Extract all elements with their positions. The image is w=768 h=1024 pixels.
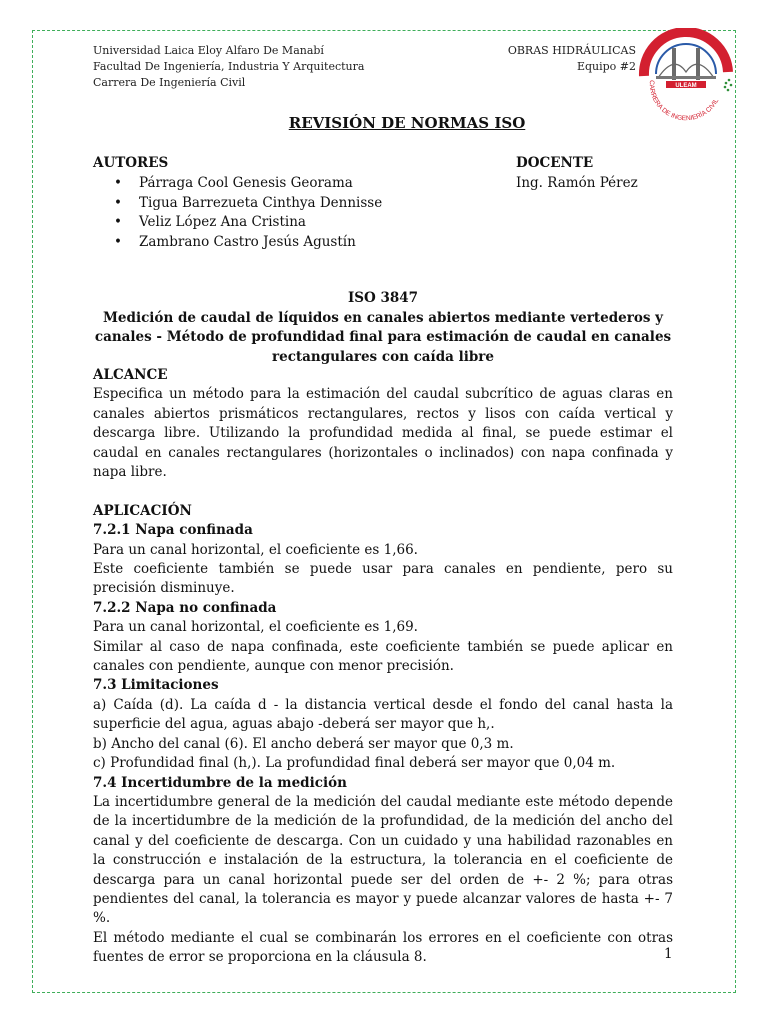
page-number: 1 <box>664 946 673 962</box>
logo-ring-text: CARRERA DE INGENIERÍA CIVIL <box>647 79 721 123</box>
subsection-heading: 7.4 Incertidumbre de la medición <box>93 774 347 791</box>
section-heading: APLICACIÓN <box>93 502 192 519</box>
header-institution <box>93 43 364 91</box>
paragraph: Para un canal horizontal, el coeficiente es 1,66. <box>93 541 418 558</box>
logo-bridge-cables <box>658 64 714 78</box>
list-item: • Párraga Cool Genesis Georama <box>93 174 382 194</box>
bullet-icon: • <box>114 194 122 211</box>
teacher-name: Ing. Ramón Pérez <box>516 175 638 191</box>
header-course <box>470 43 636 75</box>
section-heading: ALCANCE <box>93 367 168 383</box>
paragraph: La incertidumbre general de la medición del caudal mediante este método depende de la incertidumbre de la medición de la profundidad, de la medición del ancho del canal y del coeficiente de descarga. Con un cuidado y una habilidad razonables en la construcción e instalación de la estructura, la tolerancia en el coeficiente de descarga para un canal horizontal puede ser del orden de +- 2 %; para otras pendientes del canal, la tolerancia es mayor y puede alcanzar valores de hasta +- 7 %. <box>93 793 673 927</box>
subsection-heading: 7.2.2 Napa no confinada <box>93 599 277 616</box>
paragraph: Para un canal horizontal, el coeficiente es 1,69. <box>93 619 418 636</box>
iso-title: Medición de caudal de líquidos en canales abiertos mediante vertederos y canales - Método de profundidad final para estimación de caudal en canales rectangulares con caída libre <box>94 309 672 365</box>
paragraph: Especifica un método para la estimación del caudal subcrítico de aguas claras en canales abiertos prismáticos rectangulares, rectos y lisos con caída vertical y descarga libre. Utilizando la profundidad medida al final, se puede estimar el caudal en canales rectangulares (horizontales o inclinados) con napa confinada y napa libre. <box>93 386 673 481</box>
header-university: Universidad Laica Eloy Alfaro De Manabí <box>93 44 324 57</box>
logo-green-dots <box>724 79 733 92</box>
bullet-icon: • <box>114 175 122 191</box>
paragraph: a) Caída (d). La caída d - la distancia vertical desde el fondo del canal hasta la superficie del agua, aguas abajo -deberá ser mayor que h,. <box>93 696 673 733</box>
paragraph: El método mediante el cual se combinarán los errores en el coeficiente con otras fuentes de error se proporciona en la cláusula 8. <box>93 929 673 966</box>
paragraph: Este coeficiente también se puede usar para canales en pendiente, pero su precisión disminuye. <box>93 561 673 597</box>
teacher-label: DOCENTE <box>516 155 594 171</box>
subsection-heading: 7.2.1 Napa confinada <box>93 522 253 539</box>
uleam-logo <box>636 28 736 128</box>
subsection-heading: 7.3 Limitaciones <box>93 677 219 694</box>
iso-heading <box>93 289 673 367</box>
header-faculty: Facultad De Ingeniería, Industria Y Arquitectura <box>93 60 365 73</box>
paragraph: b) Ancho del canal (6). El ancho deberá ser mayor que 0,3 m. <box>93 735 514 752</box>
iso-code: ISO 3847 <box>347 290 419 306</box>
paragraph: c) Profundidad final (h,). La profundidad final deberá ser mayor que 0,04 m. <box>93 755 616 772</box>
logo-bridge-deck <box>656 76 716 79</box>
header-career: Carrera De Ingeniería Civil <box>93 76 246 89</box>
authors-label: AUTORES <box>93 155 169 171</box>
authors-list <box>93 174 382 252</box>
list-item: • Veliz López Ana Cristina <box>93 213 382 233</box>
document-body <box>93 366 673 968</box>
paragraph: Similar al caso de napa confinada, este coeficiente también se puede aplicar en canales con pendiente, aunque con menor precisión. <box>93 638 673 675</box>
document-title: REVISIÓN DE NORMAS ISO <box>288 114 526 132</box>
list-item: • Tigua Barrezueta Cinthya Dennisse <box>93 194 382 214</box>
header-course-name: OBRAS HIDRÁULICAS <box>507 44 636 57</box>
logo-badge-text: ULEAM <box>675 82 697 89</box>
bullet-icon: • <box>114 233 122 250</box>
list-item: • Zambrano Castro Jesús Agustín <box>93 233 382 253</box>
header-team: Equipo #2 <box>576 60 636 73</box>
bullet-icon: • <box>114 214 122 230</box>
